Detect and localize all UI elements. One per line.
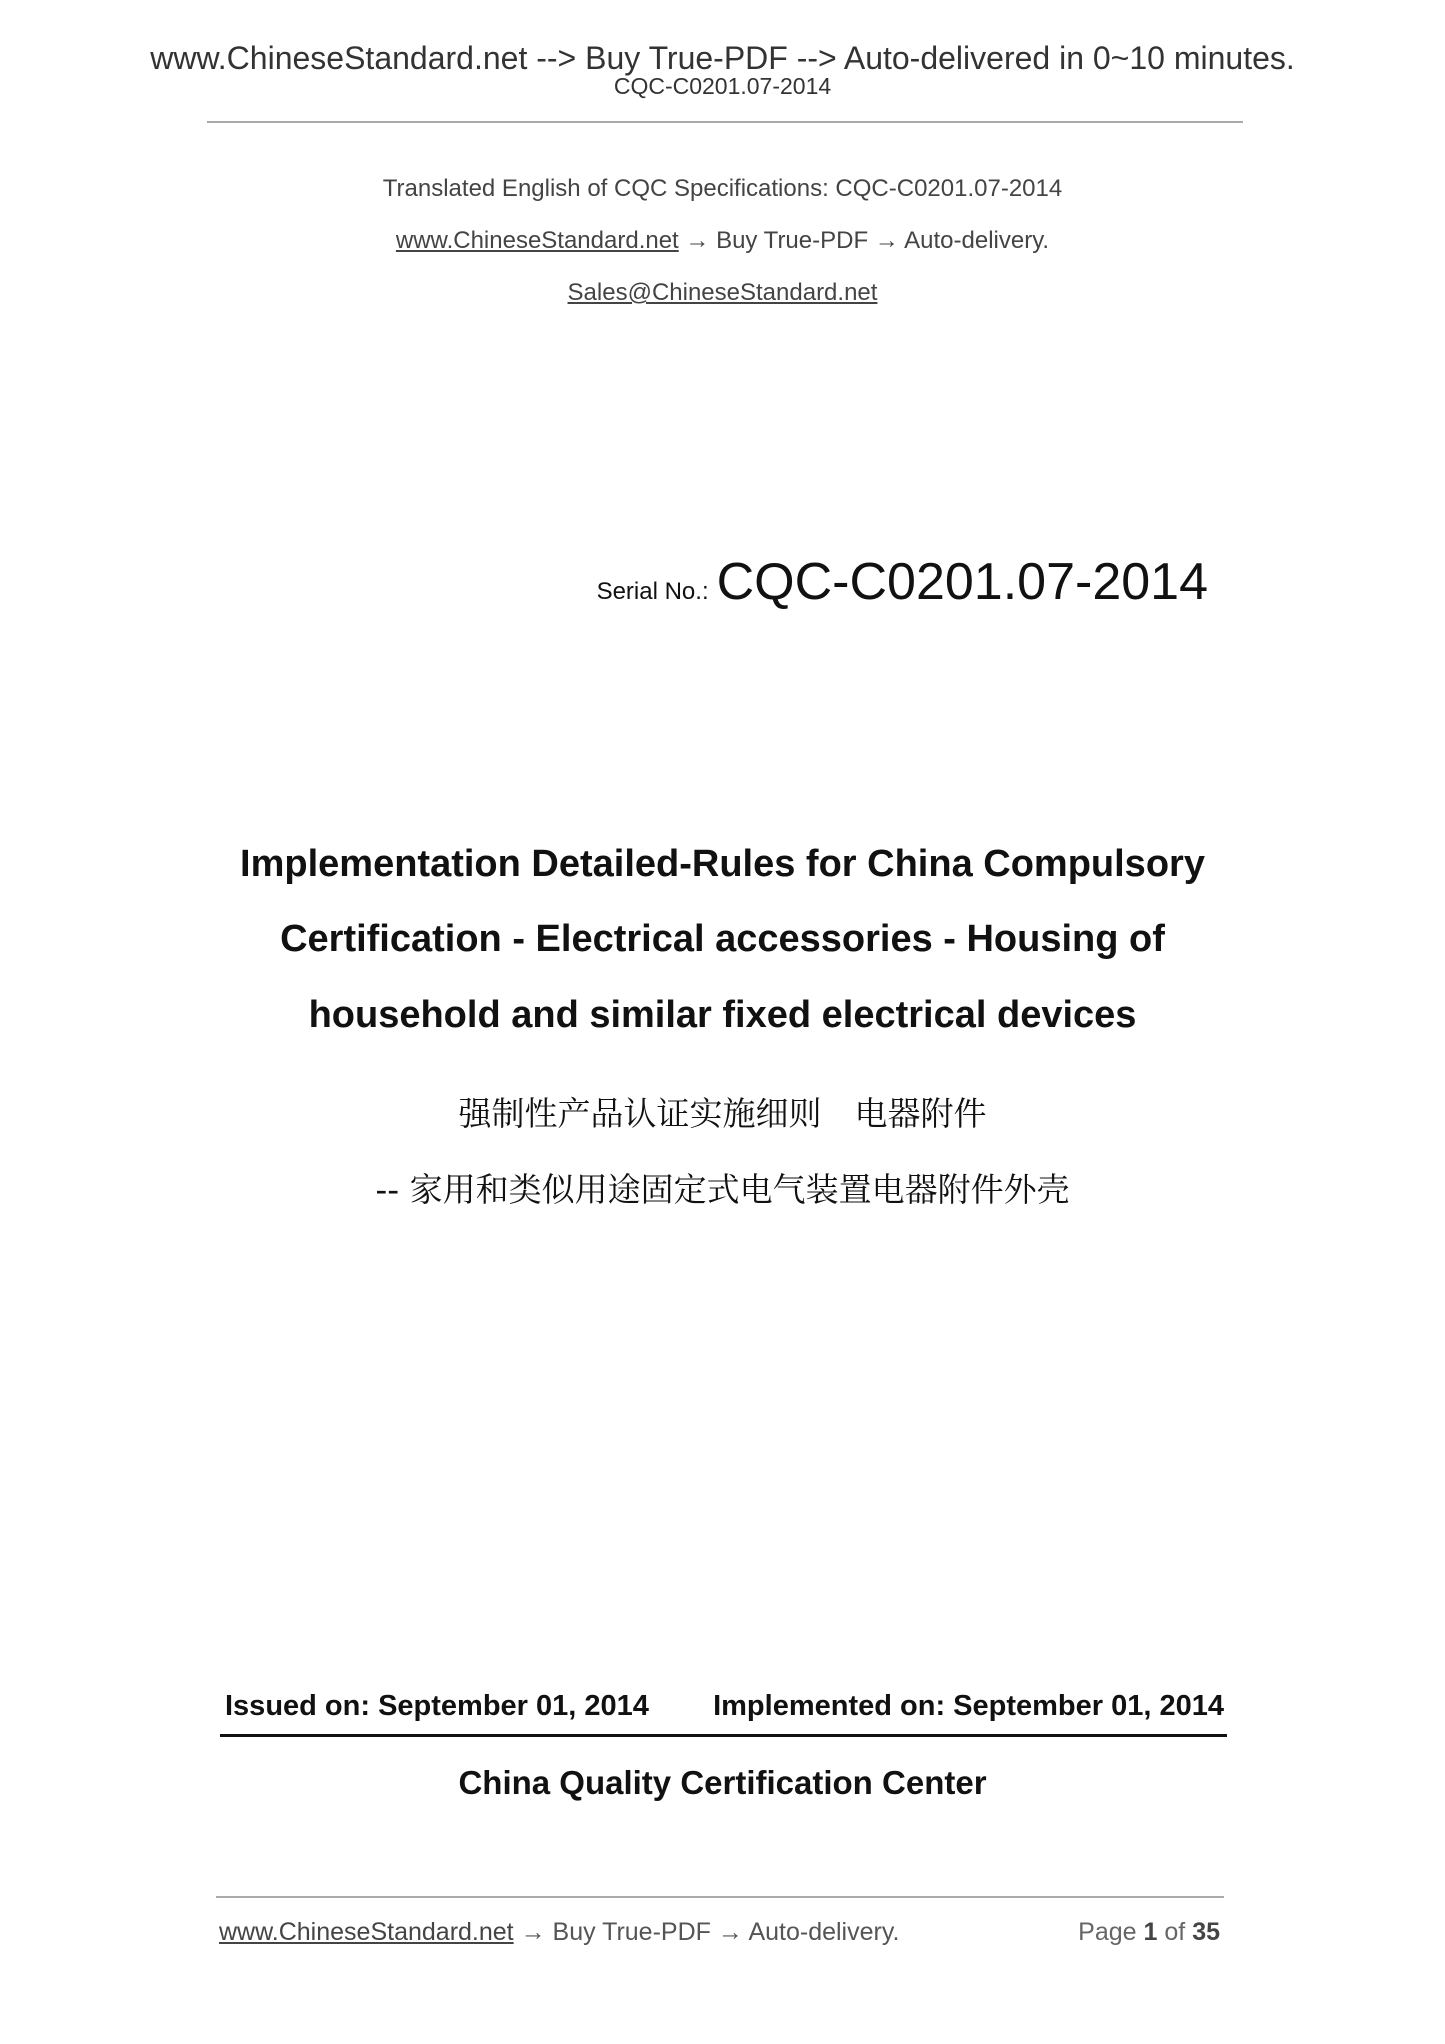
header-banner: www.ChineseStandard.net --> Buy True-PDF --> Auto-delivered in 0~10 minutes. — [150, 40, 1295, 76]
title-line-3: household and similar fixed electrical devices — [308, 994, 1137, 1036]
of-word: of — [1164, 1918, 1186, 1946]
delivery-text: Auto-delivery. — [904, 227, 1050, 254]
page-number: 1 — [1143, 1918, 1158, 1946]
serial-number — [597, 552, 1208, 612]
dates-divider — [220, 1734, 1227, 1737]
footer-divider — [216, 1896, 1224, 1898]
title-line-1: Implementation Detailed-Rules for China Compulsory — [240, 843, 1205, 885]
issued-date: Issued on: September 01, 2014 — [225, 1690, 649, 1722]
arrow-icon: → — [717, 1918, 743, 1946]
footer-site-link[interactable]: www.ChineseStandard.net — [219, 1918, 514, 1946]
email-link[interactable]: Sales@ChineseStandard.net — [567, 279, 878, 306]
arrow-icon: → — [874, 227, 899, 254]
serial-label: Serial No.: — [596, 578, 709, 605]
arrow-icon: → — [520, 1918, 546, 1946]
page-word: Page — [1078, 1918, 1137, 1946]
page-total: 35 — [1192, 1918, 1220, 1946]
organization: China Quality Certification Center — [458, 1764, 987, 1801]
arrow-icon: → — [685, 227, 710, 254]
purchase-line — [0, 227, 1445, 255]
footer-buy-text: Buy True-PDF — [552, 1918, 711, 1946]
chinese-title-line-2: -- 家用和类似用途固定式电气装置电器附件外壳 — [375, 1170, 1070, 1209]
title-line-2: Certification - Electrical accessories - Housing of — [280, 918, 1165, 960]
chinese-title-line-1: 强制性产品认证实施细则 电器附件 — [458, 1094, 987, 1133]
page-indicator — [1078, 1918, 1220, 1947]
implemented-date: Implemented on: September 01, 2014 — [713, 1690, 1224, 1722]
serial-value: CQC-C0201.07-2014 — [716, 553, 1208, 611]
header-divider — [207, 121, 1243, 123]
footer-delivery-text: Auto-delivery. — [748, 1918, 900, 1946]
footer-purchase-line — [219, 1918, 899, 1947]
header-doc-code: CQC-C0201.07-2014 — [613, 73, 832, 99]
site-link[interactable]: www.ChineseStandard.net — [395, 227, 679, 254]
buy-text: Buy True-PDF — [716, 227, 869, 254]
email-line — [0, 279, 1445, 307]
translated-line: Translated English of CQC Specifications: CQC-C0201.07-2014 — [382, 175, 1063, 202]
